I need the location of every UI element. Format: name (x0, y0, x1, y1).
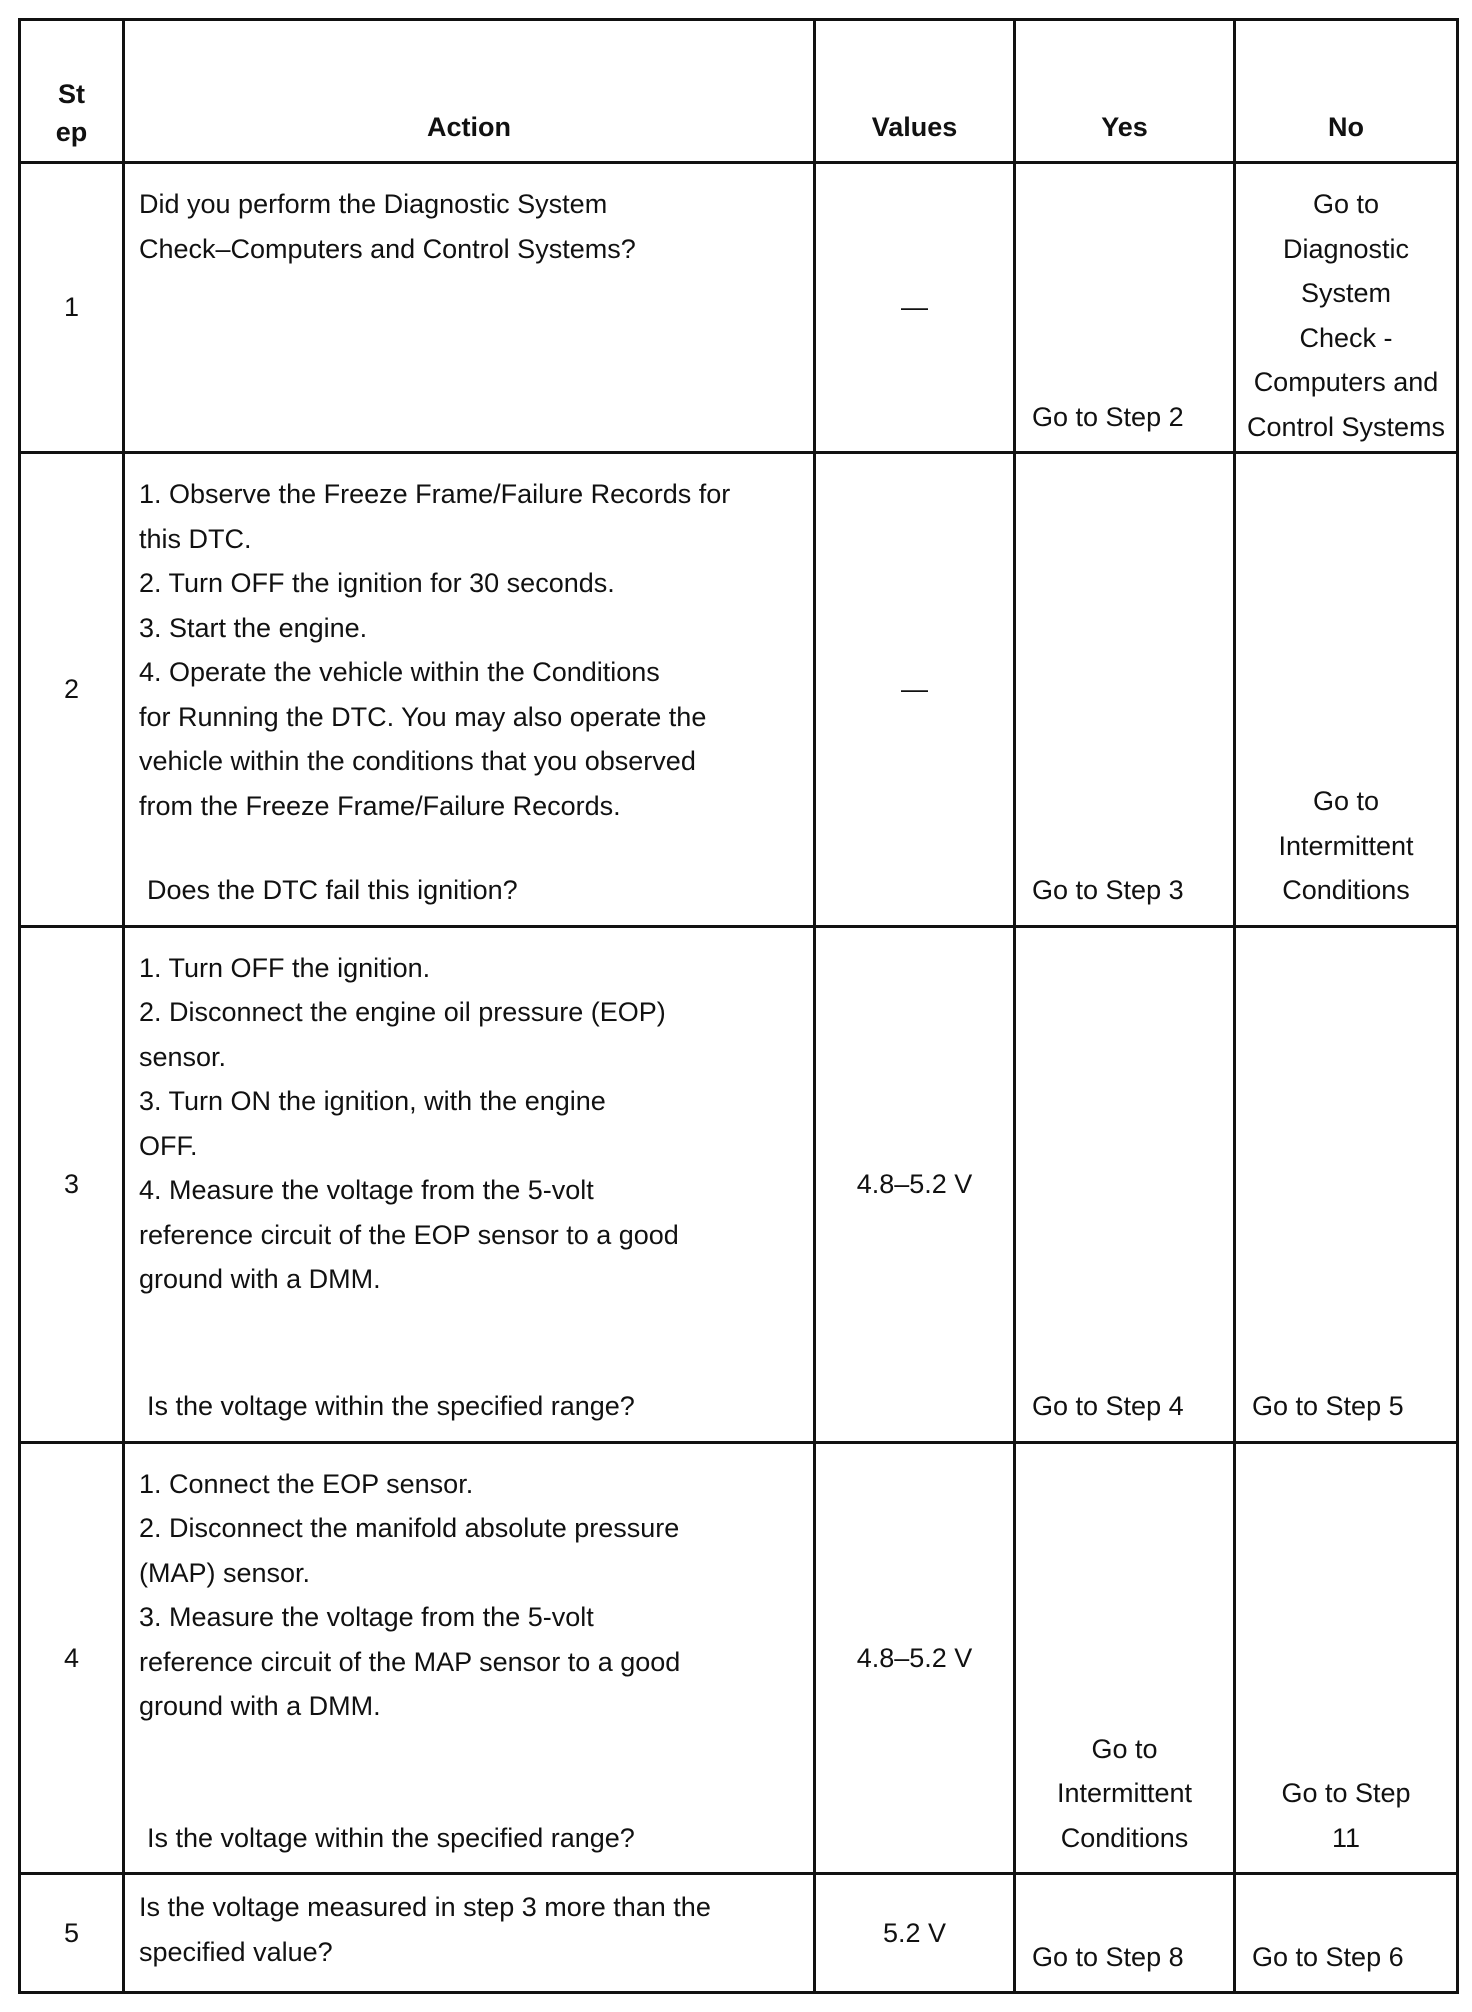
action-cell (124, 926, 815, 1442)
action-line: Did you perform the Diagnostic System (139, 189, 608, 220)
no-cell (1235, 1874, 1458, 1993)
action-line: reference circuit of the EOP sensor to a good (139, 1219, 679, 1250)
table-row (20, 163, 1458, 453)
yes-cell (1015, 163, 1235, 453)
action-line: from the Freeze Frame/Failure Records. (139, 790, 621, 821)
value-cell: — (815, 453, 1015, 927)
value-cell: 4.8–5.2 V (815, 1442, 1015, 1873)
action-question: Does the DTC fail this ignition? (147, 875, 518, 906)
action-line: 2. Turn OFF the ignition for 30 seconds. (139, 568, 615, 599)
header-values: Values (815, 20, 1015, 163)
header-step: St ep (20, 20, 124, 163)
action-question: Is the voltage within the specified range? (147, 1391, 635, 1422)
yes-cell (1015, 1442, 1235, 1873)
action-line: 2. Disconnect the engine oil pressure (EOP) (139, 997, 666, 1028)
yes-cell (1015, 453, 1235, 927)
action-line: Check–Computers and Control Systems? (139, 233, 636, 264)
action-line: specified value? (139, 1936, 333, 1967)
step-number: 4 (20, 1442, 124, 1873)
action-line: (MAP) sensor. (139, 1557, 311, 1588)
yes-link[interactable]: Go to Step 3 (1032, 875, 1184, 906)
no-cell (1235, 453, 1458, 927)
action-cell (124, 1442, 815, 1873)
diagnostic-table (18, 18, 1459, 1994)
action-line: 4. Operate the vehicle within the Conditions (139, 657, 660, 688)
action-line: 1. Turn OFF the ignition. (139, 952, 431, 983)
header-action: Action (124, 20, 815, 163)
no-cell (1235, 926, 1458, 1442)
yes-link[interactable]: Go to Intermittent Conditions (1056, 1733, 1193, 1853)
action-line: sensor. (139, 1041, 227, 1072)
action-cell (124, 453, 815, 927)
action-line: this DTC. (139, 523, 252, 554)
step-number: 1 (20, 163, 124, 453)
table-row (20, 1874, 1458, 1993)
no-cell (1235, 1442, 1458, 1873)
diagnostic-page (18, 18, 1456, 1994)
header-no: No (1235, 20, 1458, 163)
no-link[interactable]: Go to Step 6 (1252, 1941, 1404, 1972)
action-line: 1. Observe the Freeze Frame/Failure Records for (139, 479, 731, 510)
action-line: ground with a DMM. (139, 1691, 381, 1722)
action-question: Is the voltage within the specified range? (147, 1822, 635, 1853)
value-cell: 5.2 V (815, 1874, 1015, 1993)
table-header-row (20, 20, 1458, 163)
action-line: vehicle within the conditions that you observed (139, 746, 696, 777)
value-cell: — (815, 163, 1015, 453)
no-link[interactable]: Go to Step 11 (1281, 1778, 1411, 1853)
action-line: OFF. (139, 1130, 198, 1161)
yes-link[interactable]: Go to Step 2 (1032, 401, 1184, 432)
yes-cell (1015, 926, 1235, 1442)
action-line: 1. Connect the EOP sensor. (139, 1468, 474, 1499)
action-line: Is the voltage measured in step 3 more than the (139, 1892, 711, 1923)
no-link[interactable]: Go to Intermittent Conditions (1278, 786, 1414, 906)
step-number: 3 (20, 926, 124, 1442)
action-line: 3. Turn ON the ignition, with the engine (139, 1086, 606, 1117)
no-cell (1235, 163, 1458, 453)
table-row (20, 926, 1458, 1442)
action-line: ground with a DMM. (139, 1264, 381, 1295)
step-number: 5 (20, 1874, 124, 1993)
step-number: 2 (20, 453, 124, 927)
header-yes: Yes (1015, 20, 1235, 163)
action-line: 3. Start the engine. (139, 612, 368, 643)
yes-link[interactable]: Go to Step 8 (1032, 1941, 1184, 1972)
table-row (20, 1442, 1458, 1873)
table-row (20, 453, 1458, 927)
yes-link[interactable]: Go to Step 4 (1032, 1391, 1184, 1422)
action-line: 2. Disconnect the manifold absolute pressure (139, 1513, 680, 1544)
no-link[interactable]: Go to Diagnostic System Check - Computers and Control Systems (1246, 189, 1446, 442)
action-line: reference circuit of the MAP sensor to a good (139, 1646, 681, 1677)
action-line: for Running the DTC. You may also operate the (139, 701, 707, 732)
action-cell (124, 1874, 815, 1993)
no-link[interactable]: Go to Step 5 (1252, 1391, 1404, 1422)
yes-cell (1015, 1874, 1235, 1993)
action-cell (124, 163, 815, 453)
action-line: 3. Measure the voltage from the 5-volt (139, 1602, 594, 1633)
value-cell: 4.8–5.2 V (815, 926, 1015, 1442)
action-line: 4. Measure the voltage from the 5-volt (139, 1175, 594, 1206)
